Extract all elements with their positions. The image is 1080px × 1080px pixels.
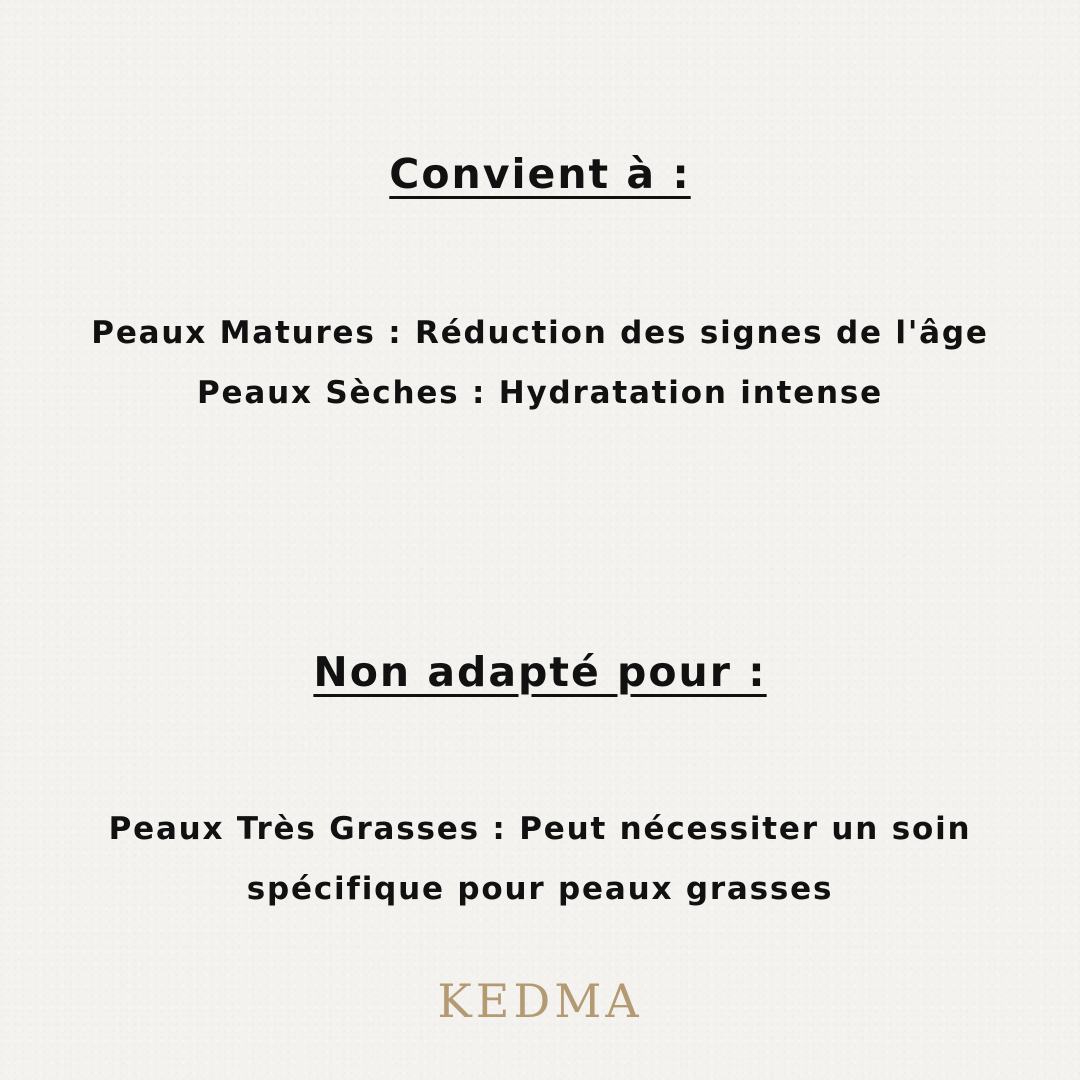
suitable-line-dry-skin: Peaux Sèches : Hydratation intense bbox=[197, 375, 883, 411]
suitable-heading: Convient à : bbox=[389, 150, 691, 198]
not-suitable-heading: Non adapté pour : bbox=[313, 648, 767, 696]
brand-logo: KEDMA bbox=[437, 974, 643, 1028]
not-suitable-line-1: Peaux Très Grasses : Peut nécessiter un soin bbox=[108, 811, 972, 847]
not-suitable-line-2: spécifique pour peaux grasses bbox=[246, 871, 834, 907]
suitable-line-mature-skin: Peaux Matures : Réduction des signes de l'âge bbox=[91, 315, 989, 351]
